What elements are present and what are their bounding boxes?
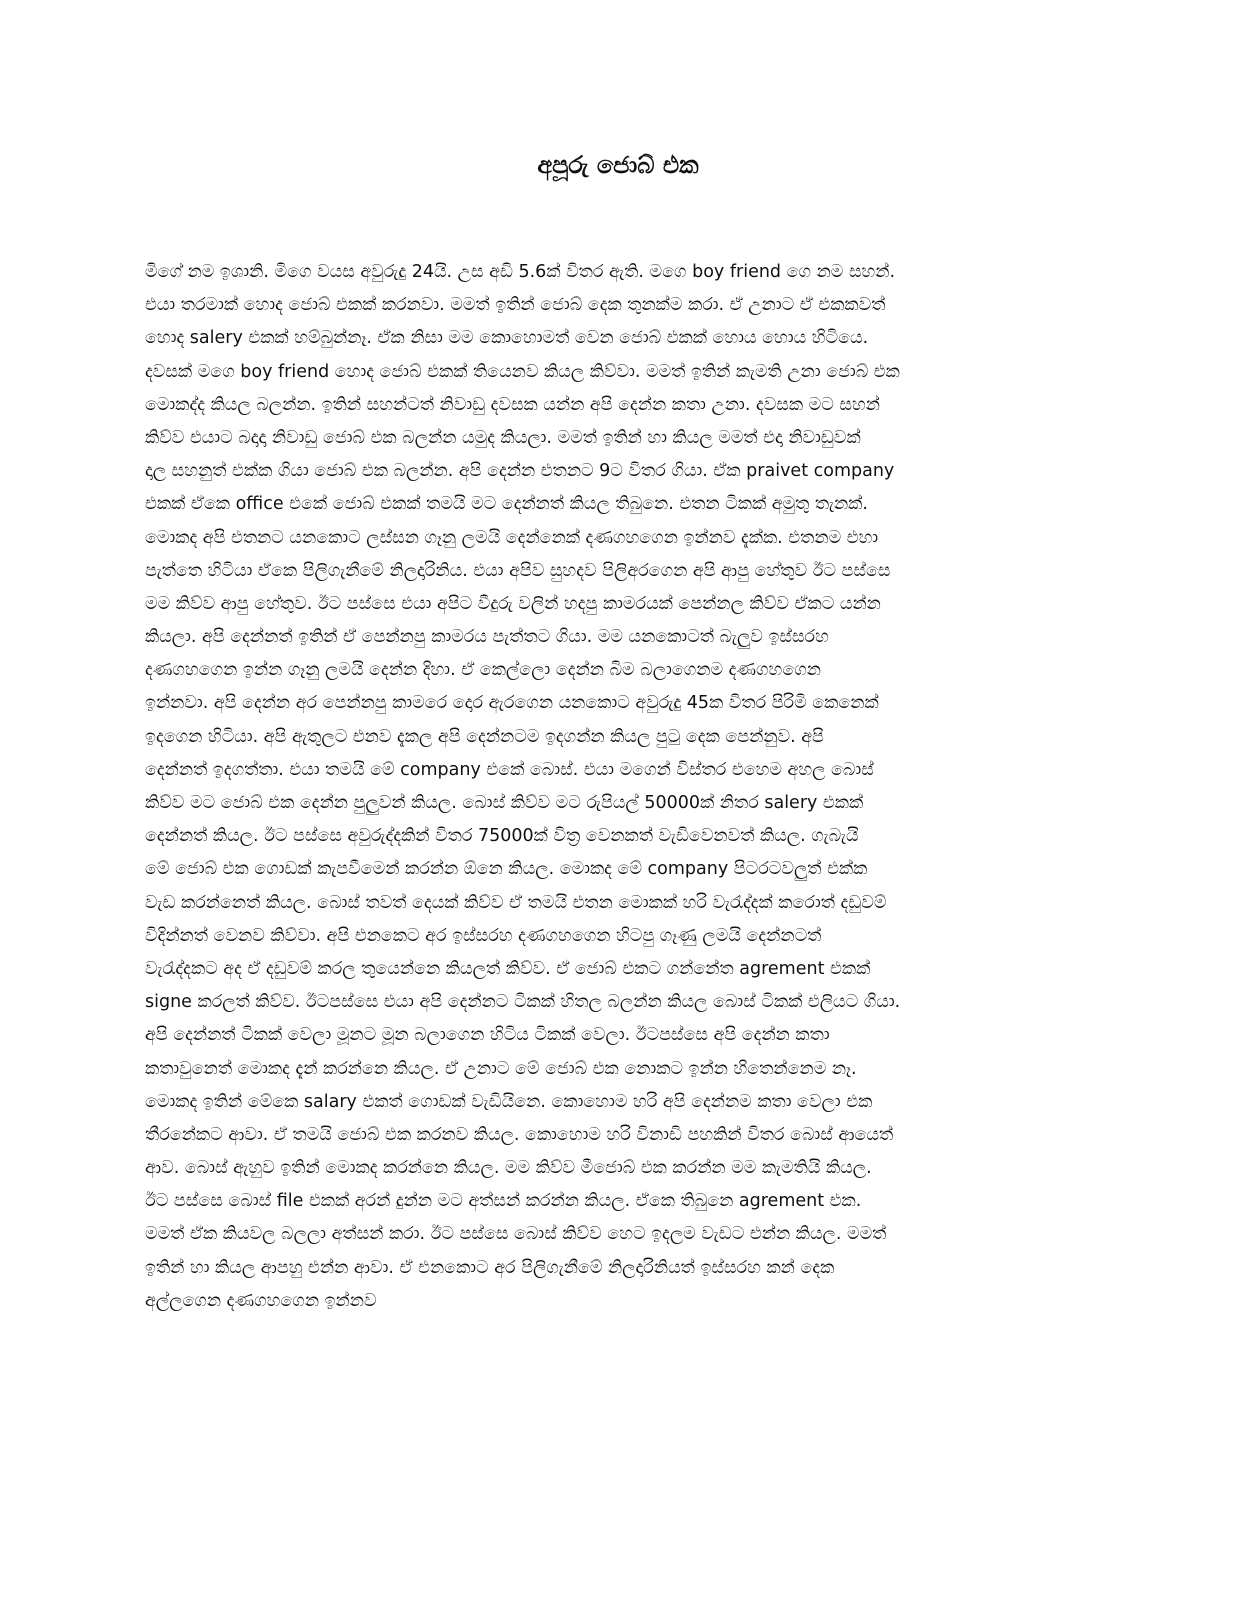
body-text-line: signe කරලත් කිව්ව. ඊටපස්සෙ එයා අපි දෙන්නට ටිකක් හිතල බලන්න කියල බොස් ටිකක් එලියට ගියා. bbox=[145, 992, 901, 1013]
body-text-line: මිගේ නම ඉශානි. මිගෙ වයස අවුරුදු 24යි. උස අඩි 5.6ක් විතර ඇති. මගෙ boy friend ගෙ නම සහන්. bbox=[145, 262, 896, 282]
document-body bbox=[145, 256, 1065, 1318]
body-text-line: පැත්තෙ හිටියා ඒකෙ පිලිගැනීමේ නිලදාරිනිය. එයා අපිව සුහදව පිලිඅරගෙන අපි ආපු හේතුව ඊට පස්සෙ bbox=[145, 560, 891, 581]
body-text-line: දෙන්නත් ඉදගත්තා. එයා තමයි මේ company එකේ බොස්. එයා මගෙන් විස්තර එහෙම අහල බොස් bbox=[145, 759, 874, 780]
body-text-line: මේ ජොබ් එක ගොඩක් කැපවීමෙන් කරන්න ඕනෙ කියල. මොකද මේ company පිටරටවලුත් එක්ක bbox=[145, 859, 868, 880]
body-text-line: මොකද ඉතින් මේකෙ salary එකත් ගොඩක් වැඩියිනෙ. කොහොම හරි අපි දෙන්නම කතා වෙලා එක bbox=[145, 1091, 873, 1112]
body-text-line: මොකද්ද කියල බලන්න. ඉතින් සහන්ටත් නිවාඩු දවසක යන්න අපි දෙන්න කතා උනා. දවසක මට සහන් bbox=[145, 394, 880, 415]
body-text-line: එකක් ඒකෙ office එකේ ජොබ් එකක් තමයි මට දෙන්නත් කියල තිබුනෙ. එතන ටිකක් අමුතු තැනක්. bbox=[145, 494, 868, 515]
body-text-line: එයා තරමාක් හොද ජොබ් එකක් කරනවා. මමත් ඉතින් ජොබ් දෙක තුනක්ම කරා. ඒ උනාට ඒ එකකවත් bbox=[145, 295, 886, 316]
body-text-line: ආව. බොස් ඇහුව ඉතින් මොකද කරන්නෙ කියල. මම කිව්ව මීජොබ් එක කරන්න මම කැමතියි කියල. bbox=[145, 1158, 872, 1179]
body-text-line: අල්ලගෙන දණගහගෙන ඉන්නව bbox=[145, 1290, 377, 1311]
body-text-line: කතාවුනෙත් මොකද දැන් කරන්නෙ කියල. ඒ උනාට මේ ජොබ් එක නොකට ඉන්න හිතෙන්නෙම නෑ. bbox=[145, 1058, 857, 1079]
body-text-line: අපි දෙන්නත් ටිකක් වෙලා මූනට මූන බලාගෙන හිටිය ටිකක් වෙලා. ඊටපස්සෙ අපි දෙන්න කතා bbox=[145, 1025, 830, 1046]
body-text-line: දාල සහනුත් එක්ක ගියා ජොබ් එක බලන්න. අපි දෙන්න එතනට 9ට විතර ගියා. ඒක praivet company bbox=[145, 461, 895, 482]
body-text-line: මමත් ඒක කියවල බලලා අත්සන් කරා. ඊට පස්සෙ බොස් කිව්ව හෙට ඉදලම වැඩට එන්න කියල. මමත් bbox=[145, 1224, 887, 1245]
body-text-line: ඉන්නවා. අපි දෙන්න අර පෙන්නපු කාමරෙ දොර ඇරගෙන යනකොට අවුරුදු 45ක විතර පිරිමි කෙනෙක් bbox=[145, 693, 879, 714]
body-text-line: මොකද අපි එතනට යනකොට ලස්සන ගෑනු ලමයි දෙන්නෙක් දණගහගෙන ඉන්නව දැක්ක. එතනම එහා bbox=[145, 527, 879, 548]
body-text-line: ඊට පස්සෙ බොස් file එකක් අරන් දුන්න මට අත්සන් කරන්න කියල. ඒකෙ තිබුනෙ agrement එක. bbox=[145, 1191, 862, 1212]
body-text-line: දණගහගෙන ඉන්න ගෑනු ලමයි දෙන්න දිහා. ඒ කෙල්ලො දෙන්න බිම බලාගෙනම දණගහගෙන bbox=[145, 660, 821, 681]
body-text-line: වැරැද්දකට අද ඒ දඩුවම් කරල තුයෙන්නෙ කියලත් කිව්ව. ඒ ජොබ් එකට ගන්නේත agrement එකක් bbox=[145, 958, 871, 979]
body-text-line: කියලා. අපි දෙන්නත් ඉතින් ඒ පෙන්නපු කාමරය පැත්තට ගියා. මම යනකොටත් බැලුව ඉස්සරහ bbox=[145, 627, 829, 648]
body-text-line: දවසක් මගෙ boy friend හොද ජොබ් එකක් තියෙනව කියල කිව්වා. මමත් ඉතින් කැමති උනා ජොබ් එක bbox=[145, 361, 900, 382]
body-text-line: ඉතින් හා කියල ආපහු එන්න ආවා. ඒ එනකොට අර පිලිගැනීමේ නිලදාරිනියත් ඉස්සරහ කන් දෙක bbox=[145, 1257, 835, 1278]
body-text-line: කිව්ව මට ජොබ් එක දෙන්න පුලුවන් කියල. බොස් කිව්ව මට රුපියල් 50000ක් නිතර salery එකක් bbox=[145, 793, 864, 813]
document-title: අපූරු ජොබ් එක bbox=[537, 151, 699, 179]
body-text-line: හොද salery එකක් හම්බුන්නෑ. ඒක නිසා මම කොහොමත් වෙන ජොබ් එකක් හොය හොය හිටියෙ. bbox=[145, 328, 869, 349]
body-text-line: විදින්නත් වෙනව කිව්වා. අපි එනකෙට අර ඉස්සරහ දණගහගෙන හිටපු ගෑණු ලමයි දෙන්නටත් bbox=[145, 925, 822, 946]
body-text-line: දෙන්නත් කියල. ඊට පස්සෙ අවුරුද්දකින් විතර 75000ක් විත්‍ර වෙනකත් වැඩිවෙනවත් කියල. ගැබැයි bbox=[145, 826, 859, 847]
body-text-line: මම කිව්ව ආපු හේතුව. ඊට පස්සෙ එයා අපිට වීදුරු වලින් හදපු කාමරයක් පෙන්නල කිව්ව ඒකට යන්න bbox=[145, 593, 881, 614]
body-text-line: වැඩ කරන්නෙත් කියල. බොස් තවත් දෙයක් කිව්ව ඒ තමයි එතන මොකක් හරි වැරැද්දක් කරොත් දඩුවම් bbox=[145, 892, 887, 913]
body-text-line: ඉදගෙන හිටියා. අපි ඇතුලට එනව දැකල අපි දෙන්නටම ඉදගන්න කියල පුටු දෙක පෙන්නුව. අපි bbox=[145, 726, 824, 747]
body-text-line: කිව්ව එයාට බදාදා නිවාඩු ජොබ් එක බලන්න යමුද කියලා. මමත් ඉතින් හා කියල මමත් එදා නිවාඩුවක් bbox=[145, 427, 861, 448]
body-text-line: තීරනේකට ආවා. ඒ තමයි ජොබ් එක කරනව කියල. කොහොම හරි විනාඩි පහකින් විතර බොස් ආයෙත් bbox=[145, 1124, 894, 1145]
